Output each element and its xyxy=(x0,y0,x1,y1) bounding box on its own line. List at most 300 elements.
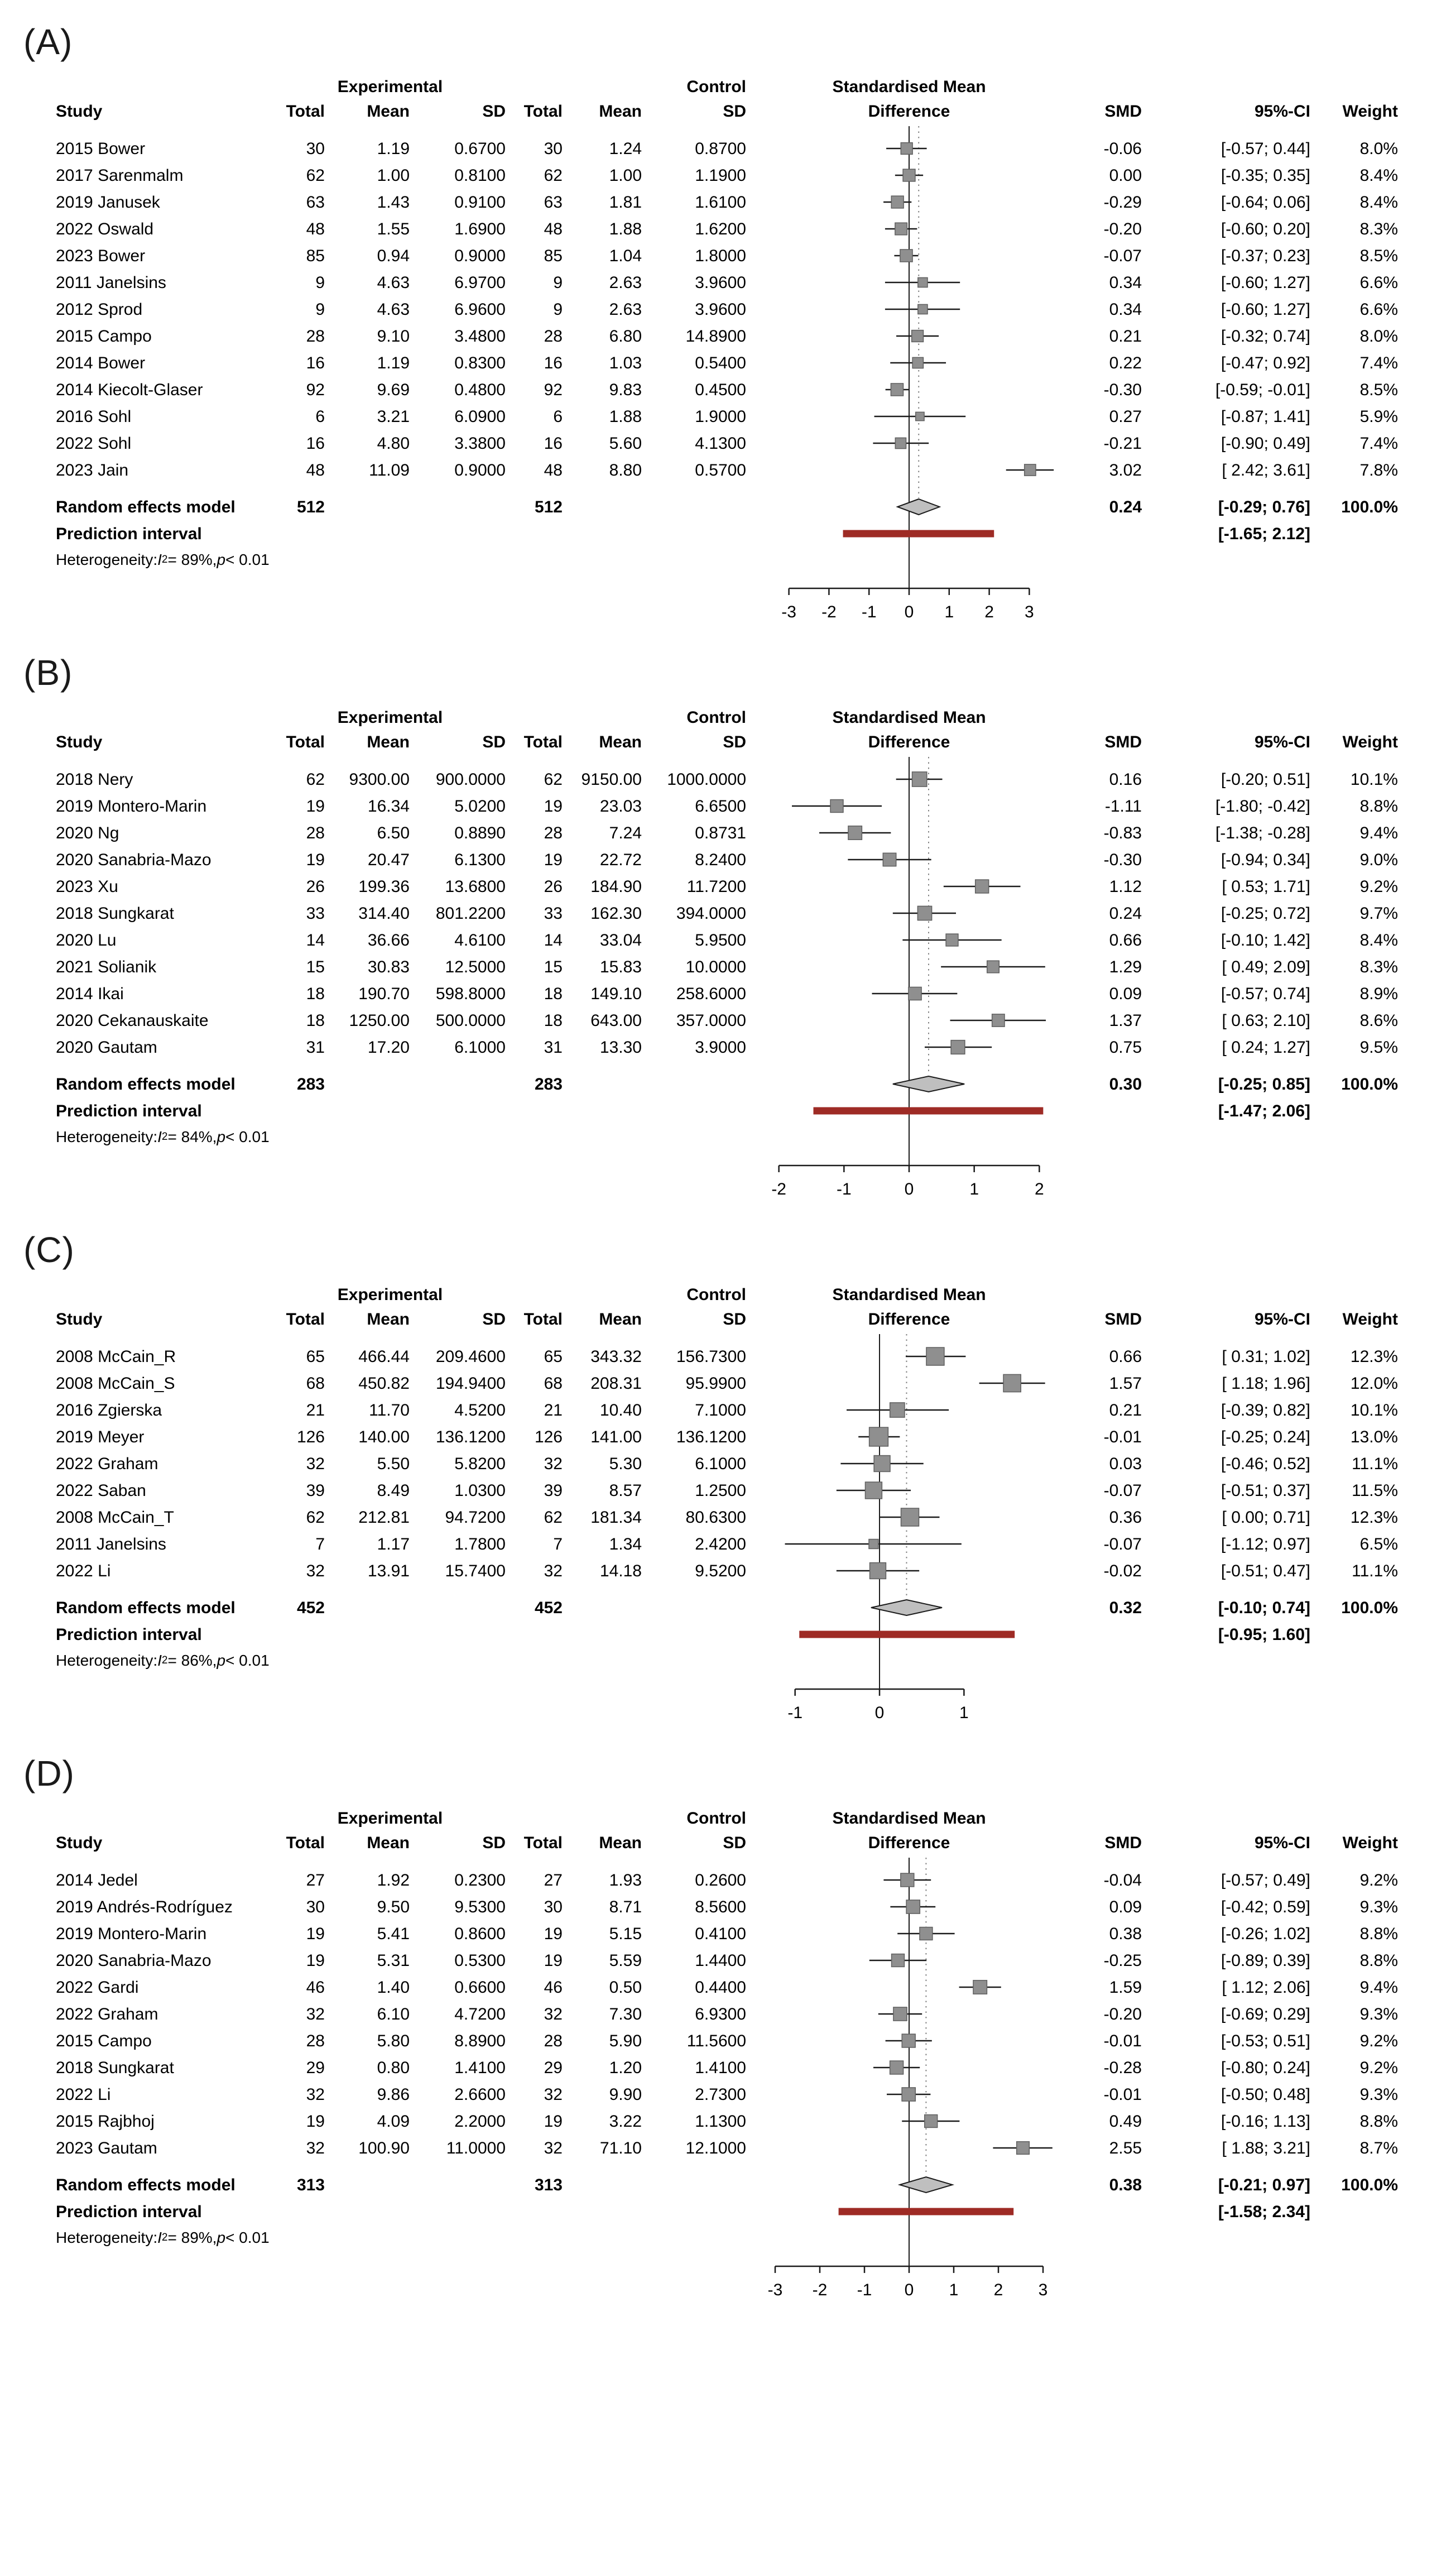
ctrl-mean: 643.00 xyxy=(590,1011,642,1030)
smd-value: 0.66 xyxy=(1109,1347,1142,1366)
smd-header-line1: Standardised Mean xyxy=(832,1809,986,1828)
exp-total: 65 xyxy=(306,1347,325,1366)
study-name: 2018 Sungkarat xyxy=(56,2058,174,2077)
effect-square xyxy=(901,1873,914,1887)
prediction-interval-bar xyxy=(839,2208,1014,2215)
ci-value: [ 2.42; 3.61] xyxy=(1222,461,1310,479)
exp-sd-header: SD xyxy=(482,102,506,121)
effect-square xyxy=(992,1014,1005,1027)
exp-total: 26 xyxy=(306,877,325,896)
ci-value: [-0.50; 0.48] xyxy=(1220,2085,1310,2104)
weight-value: 8.8% xyxy=(1359,1924,1398,1943)
smd-header-line2: Difference xyxy=(868,733,950,751)
forest-plot xyxy=(753,1332,1065,1727)
ctrl-mean: 5.60 xyxy=(609,434,642,453)
study-name: 2011 Janelsins xyxy=(56,1534,166,1553)
ctrl-sd: 394.0000 xyxy=(676,904,746,923)
exp-mean: 314.40 xyxy=(358,904,410,923)
ctrl-total: 32 xyxy=(544,2138,563,2157)
weight-value: 6.6% xyxy=(1359,300,1398,319)
exp-mean: 6.50 xyxy=(377,823,410,842)
forest-plot-figure xyxy=(22,21,1434,2304)
study-name: 2020 Gautam xyxy=(56,1038,157,1057)
exp-sd: 136.1200 xyxy=(435,1427,506,1446)
effect-square xyxy=(926,1347,944,1365)
effect-square xyxy=(883,853,896,866)
exp-sd: 0.5300 xyxy=(454,1951,506,1970)
exp-sd: 8.8900 xyxy=(454,2031,506,2050)
ci-value: [ 0.49; 2.09] xyxy=(1222,957,1310,976)
axis-tick-label: -1 xyxy=(861,603,877,621)
pooled-diamond xyxy=(897,499,939,515)
weight-value: 8.0% xyxy=(1359,139,1398,158)
axis-tick-label: -1 xyxy=(857,2281,872,2299)
study-name: 2015 Campo xyxy=(56,2031,152,2050)
ci-value: [-0.69; 0.29] xyxy=(1220,2004,1310,2023)
exp-mean: 5.41 xyxy=(377,1924,410,1943)
exp-total: 32 xyxy=(306,1561,325,1580)
exp-sd-header: SD xyxy=(482,1834,506,1852)
effect-square xyxy=(906,1900,920,1913)
exp-mean-header: Mean xyxy=(367,733,410,751)
smd-value: -0.20 xyxy=(1103,2004,1142,2023)
effect-square xyxy=(890,2061,904,2074)
exp-group-header: Experimental xyxy=(337,1809,443,1828)
weight-column-header: Weight xyxy=(1342,733,1398,751)
exp-sd-header: SD xyxy=(482,1310,506,1329)
effect-square xyxy=(891,383,903,396)
ctrl-mean: 1.88 xyxy=(609,407,642,426)
ctrl-total: 32 xyxy=(544,2004,563,2023)
ctrl-sd: 357.0000 xyxy=(676,1011,746,1030)
weight-value: 7.8% xyxy=(1359,461,1398,479)
exp-total: 18 xyxy=(306,1011,325,1030)
ctrl-sd: 1.4100 xyxy=(695,2058,746,2077)
smd-value: 1.57 xyxy=(1109,1374,1142,1393)
ctrl-sd: 1.8000 xyxy=(695,246,746,265)
exp-total: 29 xyxy=(306,2058,325,2077)
weight-value: 9.4% xyxy=(1359,823,1398,842)
weight-value: 8.7% xyxy=(1359,2138,1398,2157)
ctrl-sd: 7.1000 xyxy=(695,1401,746,1419)
exp-sd: 0.8600 xyxy=(454,1924,506,1943)
panel-label: (B) xyxy=(23,653,73,693)
ctrl-total: 68 xyxy=(544,1374,563,1393)
ctrl-sd: 0.8731 xyxy=(695,823,746,842)
ctrl-sd: 8.2400 xyxy=(695,850,746,869)
random-effects-label: Random effects model xyxy=(56,1598,236,1617)
axis-tick-label: 1 xyxy=(949,2281,959,2299)
study-name: 2019 Montero-Marin xyxy=(56,1924,207,1943)
forest-plot xyxy=(753,1855,1065,2304)
axis-tick-label: 1 xyxy=(959,1704,969,1722)
panel-grid xyxy=(56,1283,1434,1727)
ctrl-total: 65 xyxy=(544,1347,563,1366)
ci-column-header: 95%-CI xyxy=(1254,1834,1310,1852)
weight-value: 9.5% xyxy=(1359,1038,1398,1057)
study-column-header: Study xyxy=(56,102,103,121)
exp-mean: 1.19 xyxy=(377,139,410,158)
exp-total: 32 xyxy=(306,2085,325,2104)
ctrl-sd: 6.6500 xyxy=(695,797,746,816)
forest-panel xyxy=(22,1229,1434,1727)
study-name: 2014 Kiecolt-Glaser xyxy=(56,380,203,399)
exp-total: 62 xyxy=(306,770,325,789)
prediction-interval-bar xyxy=(814,1107,1044,1115)
pooled-smd-value: 0.24 xyxy=(1109,497,1142,516)
ctrl-mean: 343.32 xyxy=(590,1347,642,1366)
weight-value: 8.3% xyxy=(1359,219,1398,238)
axis-tick-label: -1 xyxy=(836,1180,852,1198)
heterogeneity-text: Heterogeneity: I 2 = 89%, p < 0.01 xyxy=(56,550,270,568)
exp-mean: 0.80 xyxy=(377,2058,410,2077)
ctrl-group-header: Control xyxy=(686,1809,746,1828)
ctrl-total: 62 xyxy=(544,1508,563,1527)
study-column-header: Study xyxy=(56,1310,103,1329)
forest-panel xyxy=(22,21,1434,626)
ci-value: [-0.35; 0.35] xyxy=(1220,166,1310,185)
exp-mean: 1250.00 xyxy=(349,1011,410,1030)
effect-square xyxy=(973,1980,987,1994)
weight-value: 10.1% xyxy=(1350,1401,1398,1419)
ci-column-header: 95%-CI xyxy=(1254,1310,1310,1329)
exp-total: 27 xyxy=(306,1871,325,1889)
exp-total: 9 xyxy=(315,273,325,292)
ci-value: [-0.10; 1.42] xyxy=(1220,931,1310,949)
exp-sd: 4.6100 xyxy=(454,931,506,949)
exp-sd: 801.2200 xyxy=(435,904,506,923)
study-name: 2018 Sungkarat xyxy=(56,904,174,923)
smd-value: 1.12 xyxy=(1109,877,1142,896)
axis-tick-label: -2 xyxy=(812,2281,828,2299)
ctrl-total: 18 xyxy=(544,1011,563,1030)
exp-sd: 900.0000 xyxy=(435,770,506,789)
exp-total: 6 xyxy=(315,407,325,426)
effect-square xyxy=(830,800,843,813)
effect-square xyxy=(869,1427,888,1446)
ctrl-total: 85 xyxy=(544,246,563,265)
ctrl-group-header: Control xyxy=(686,708,746,727)
pooled-exp-total: 512 xyxy=(296,497,325,516)
ctrl-mean: 6.80 xyxy=(609,327,642,346)
exp-mean: 199.36 xyxy=(358,877,410,896)
study-name: 2023 Gautam xyxy=(56,2138,157,2157)
smd-value: -0.07 xyxy=(1103,1534,1142,1553)
weight-value: 11.5% xyxy=(1352,1481,1398,1500)
ci-column-header: 95%-CI xyxy=(1254,102,1310,121)
ctrl-total: 62 xyxy=(544,166,563,185)
ctrl-total: 126 xyxy=(534,1427,563,1446)
exp-sd: 0.8100 xyxy=(454,166,506,185)
exp-sd: 11.0000 xyxy=(446,2138,506,2157)
ci-value: [ 1.12; 2.06] xyxy=(1222,1978,1310,1997)
pooled-ctrl-total: 452 xyxy=(534,1598,563,1617)
exp-sd: 9.5300 xyxy=(454,1897,506,1916)
ctrl-sd: 10.0000 xyxy=(685,957,746,976)
exp-sd: 598.8000 xyxy=(435,984,506,1003)
prediction-interval-label: Prediction interval xyxy=(56,2202,202,2221)
exp-sd: 209.4600 xyxy=(435,1347,506,1366)
ctrl-mean: 33.04 xyxy=(599,931,642,949)
pooled-exp-total: 452 xyxy=(296,1598,325,1617)
axis-tick-label: 0 xyxy=(904,1180,914,1198)
exp-sd: 0.6600 xyxy=(454,1978,506,1997)
weight-value: 9.4% xyxy=(1359,1978,1398,1997)
effect-square xyxy=(891,196,904,208)
effect-square xyxy=(1025,464,1036,476)
ctrl-total: 18 xyxy=(544,984,563,1003)
effect-square xyxy=(925,2115,938,2128)
exp-mean: 450.82 xyxy=(358,1374,410,1393)
exp-total: 19 xyxy=(306,1951,325,1970)
ctrl-mean: 14.18 xyxy=(599,1561,642,1580)
ctrl-sd: 3.9000 xyxy=(695,1038,746,1057)
effect-square xyxy=(893,2007,907,2021)
effect-square xyxy=(987,961,1000,973)
ctrl-total: 7 xyxy=(553,1534,563,1553)
weight-value: 8.8% xyxy=(1359,1951,1398,1970)
ci-value: [-0.57; 0.44] xyxy=(1220,139,1310,158)
ctrl-mean: 1.88 xyxy=(609,219,642,238)
exp-sd: 500.0000 xyxy=(435,1011,506,1030)
ctrl-total: 19 xyxy=(544,797,563,816)
exp-mean: 1.55 xyxy=(377,219,410,238)
exp-mean: 140.00 xyxy=(358,1427,410,1446)
smd-value: 0.66 xyxy=(1109,931,1142,949)
smd-value: -0.07 xyxy=(1103,246,1142,265)
study-name: 2021 Solianik xyxy=(56,957,157,976)
study-name: 2008 McCain_S xyxy=(56,1374,175,1393)
prediction-ci-value: [-0.95; 1.60] xyxy=(1218,1625,1310,1644)
study-name: 2017 Sarenmalm xyxy=(56,166,184,185)
weight-value: 11.1% xyxy=(1352,1561,1398,1580)
effect-square xyxy=(865,1482,882,1499)
smd-header-line1: Standardised Mean xyxy=(832,1286,986,1304)
study-name: 2019 Meyer xyxy=(56,1427,145,1446)
smd-value: -0.04 xyxy=(1103,1871,1142,1889)
study-name: 2022 Li xyxy=(56,2085,111,2104)
prediction-ci-value: [-1.58; 2.34] xyxy=(1218,2202,1310,2221)
ctrl-total: 19 xyxy=(544,1924,563,1943)
ctrl-sd: 1.6200 xyxy=(695,219,746,238)
ctrl-total: 62 xyxy=(544,770,563,789)
effect-square xyxy=(901,1508,919,1526)
ctrl-mean-header: Mean xyxy=(599,1834,642,1852)
ctrl-mean: 22.72 xyxy=(599,850,642,869)
forest-panel xyxy=(22,1753,1434,2304)
smd-header-line2: Difference xyxy=(868,1310,950,1329)
ctrl-group-header: Control xyxy=(686,78,746,96)
ctrl-sd: 95.9900 xyxy=(685,1374,746,1393)
ci-value: [-0.80; 0.24] xyxy=(1220,2058,1310,2077)
study-name: 2015 Bower xyxy=(56,139,146,158)
exp-total: 85 xyxy=(306,246,325,265)
study-name: 2020 Lu xyxy=(56,931,117,949)
exp-sd: 12.5000 xyxy=(445,957,506,976)
exp-total: 32 xyxy=(306,2004,325,2023)
effect-square xyxy=(918,304,928,314)
ctrl-mean: 1.20 xyxy=(609,2058,642,2077)
study-name: 2020 Sanabria-Mazo xyxy=(56,1951,212,1970)
smd-value: -0.02 xyxy=(1103,1561,1142,1580)
exp-total: 126 xyxy=(296,1427,325,1446)
ctrl-sd-header: SD xyxy=(723,733,746,751)
exp-sd: 4.7200 xyxy=(454,2004,506,2023)
ctrl-sd: 2.7300 xyxy=(695,2085,746,2104)
ctrl-mean: 184.90 xyxy=(590,877,642,896)
exp-sd: 4.5200 xyxy=(454,1401,506,1419)
exp-mean: 9300.00 xyxy=(349,770,410,789)
axis-tick-label: 0 xyxy=(874,1704,885,1722)
effect-square xyxy=(1017,2142,1030,2155)
ci-value: [ 0.63; 2.10] xyxy=(1222,1011,1310,1030)
exp-mean: 1.40 xyxy=(377,1978,410,1997)
effect-square xyxy=(869,1540,878,1549)
weight-value: 9.0% xyxy=(1359,850,1398,869)
smd-value: 1.37 xyxy=(1109,1011,1142,1030)
ctrl-mean: 8.80 xyxy=(609,461,642,479)
axis-tick-label: 3 xyxy=(1025,603,1034,621)
effect-square xyxy=(870,1563,886,1579)
weight-value: 9.2% xyxy=(1359,2031,1398,2050)
exp-total: 28 xyxy=(306,327,325,346)
ctrl-total: 21 xyxy=(544,1401,563,1419)
ci-column-header: 95%-CI xyxy=(1254,733,1310,751)
ctrl-sd: 5.9500 xyxy=(695,931,746,949)
ctrl-sd: 6.9300 xyxy=(695,2004,746,2023)
pooled-smd-value: 0.30 xyxy=(1109,1075,1142,1094)
ctrl-total: 14 xyxy=(544,931,563,949)
exp-mean: 212.81 xyxy=(358,1508,410,1527)
exp-sd: 13.6800 xyxy=(445,877,506,896)
ctrl-total: 19 xyxy=(544,850,563,869)
ci-value: [ 0.24; 1.27] xyxy=(1222,1038,1310,1057)
forest-plot xyxy=(753,755,1065,1203)
ctrl-total: 30 xyxy=(544,1897,563,1916)
ctrl-sd: 0.5700 xyxy=(695,461,746,479)
study-name: 2014 Jedel xyxy=(56,1871,138,1889)
exp-sd: 0.8300 xyxy=(454,353,506,372)
weight-value: 8.5% xyxy=(1359,246,1398,265)
ctrl-sd: 156.7300 xyxy=(676,1347,746,1366)
pooled-diamond xyxy=(893,1076,964,1092)
exp-mean: 36.66 xyxy=(367,931,410,949)
smd-value: 0.49 xyxy=(1109,2112,1142,2131)
exp-mean: 20.47 xyxy=(367,850,410,869)
smd-value: 0.00 xyxy=(1109,166,1142,185)
exp-sd: 15.7400 xyxy=(445,1561,506,1580)
exp-total: 14 xyxy=(306,931,325,949)
exp-total: 48 xyxy=(306,219,325,238)
pooled-smd-value: 0.38 xyxy=(1109,2175,1142,2194)
exp-total: 46 xyxy=(306,1978,325,1997)
ctrl-total: 30 xyxy=(544,139,563,158)
exp-total: 31 xyxy=(306,1038,325,1057)
pooled-smd-value: 0.32 xyxy=(1109,1598,1142,1617)
exp-group-header: Experimental xyxy=(337,708,443,727)
smd-column-header: SMD xyxy=(1104,733,1142,751)
prediction-interval-label: Prediction interval xyxy=(56,524,202,543)
exp-sd: 1.4100 xyxy=(454,2058,506,2077)
ci-value: [-0.60; 0.20] xyxy=(1220,219,1310,238)
smd-value: 0.24 xyxy=(1109,904,1142,923)
ctrl-mean: 7.30 xyxy=(609,2004,642,2023)
exp-mean-header: Mean xyxy=(367,1834,410,1852)
exp-mean: 5.31 xyxy=(377,1951,410,1970)
exp-mean: 4.63 xyxy=(377,273,410,292)
ctrl-total: 92 xyxy=(544,380,563,399)
pooled-ci-value: [-0.10; 0.74] xyxy=(1218,1598,1310,1617)
smd-value: -0.21 xyxy=(1103,434,1142,453)
ctrl-sd: 3.9600 xyxy=(695,300,746,319)
ctrl-mean: 13.30 xyxy=(599,1038,642,1057)
smd-value: -0.01 xyxy=(1103,2031,1142,2050)
exp-sd: 2.2000 xyxy=(454,2112,506,2131)
ctrl-sd: 14.8900 xyxy=(685,327,746,346)
exp-total: 62 xyxy=(306,166,325,185)
effect-square xyxy=(946,934,958,946)
smd-value: 0.09 xyxy=(1109,1897,1142,1916)
weight-value: 8.4% xyxy=(1359,166,1398,185)
ctrl-total: 9 xyxy=(553,273,563,292)
exp-mean: 13.91 xyxy=(367,1561,410,1580)
ctrl-sd: 0.2600 xyxy=(695,1871,746,1889)
ctrl-sd: 12.1000 xyxy=(685,2138,746,2157)
study-name: 2020 Ng xyxy=(56,823,119,842)
weight-value: 6.5% xyxy=(1359,1534,1398,1553)
axis-tick-label: 1 xyxy=(944,603,954,621)
exp-total: 68 xyxy=(306,1374,325,1393)
effect-square xyxy=(890,1403,905,1417)
study-name: 2022 Saban xyxy=(56,1481,146,1500)
axis-tick-label: 0 xyxy=(904,2281,914,2299)
exp-total: 19 xyxy=(306,1924,325,1943)
smd-value: 1.29 xyxy=(1109,957,1142,976)
ctrl-sd: 2.4200 xyxy=(695,1534,746,1553)
smd-value: 0.34 xyxy=(1109,300,1142,319)
prediction-interval-label: Prediction interval xyxy=(56,1101,202,1120)
ctrl-sd-header: SD xyxy=(723,1834,746,1852)
exp-sd: 94.7200 xyxy=(445,1508,506,1527)
smd-value: -0.06 xyxy=(1103,139,1142,158)
exp-sd: 6.9700 xyxy=(454,273,506,292)
axis-tick-label: 2 xyxy=(984,603,994,621)
pooled-diamond xyxy=(900,2177,952,2193)
ctrl-mean: 8.57 xyxy=(609,1481,642,1500)
pooled-ci-value: [-0.21; 0.97] xyxy=(1218,2175,1310,2194)
ci-value: [-0.87; 1.41] xyxy=(1220,407,1310,426)
ctrl-total: 28 xyxy=(544,823,563,842)
effect-square xyxy=(902,2034,915,2047)
ci-value: [-0.37; 0.23] xyxy=(1220,246,1310,265)
ci-value: [-0.60; 1.27] xyxy=(1220,300,1310,319)
smd-value: 1.59 xyxy=(1109,1978,1142,1997)
prediction-ci-value: [-1.65; 2.12] xyxy=(1218,524,1310,543)
smd-header-line2: Difference xyxy=(868,1834,950,1852)
ctrl-total: 63 xyxy=(544,193,563,212)
effect-square xyxy=(912,772,927,786)
effect-square xyxy=(901,143,912,155)
exp-sd: 0.4800 xyxy=(454,380,506,399)
ctrl-sd: 11.7200 xyxy=(686,877,746,896)
smd-value: 0.36 xyxy=(1109,1508,1142,1527)
exp-mean: 4.63 xyxy=(377,300,410,319)
exp-mean: 4.09 xyxy=(377,2112,410,2131)
exp-total: 28 xyxy=(306,823,325,842)
ctrl-group-header: Control xyxy=(686,1286,746,1304)
ctrl-sd: 9.5200 xyxy=(695,1561,746,1580)
ctrl-mean: 1.00 xyxy=(609,166,642,185)
